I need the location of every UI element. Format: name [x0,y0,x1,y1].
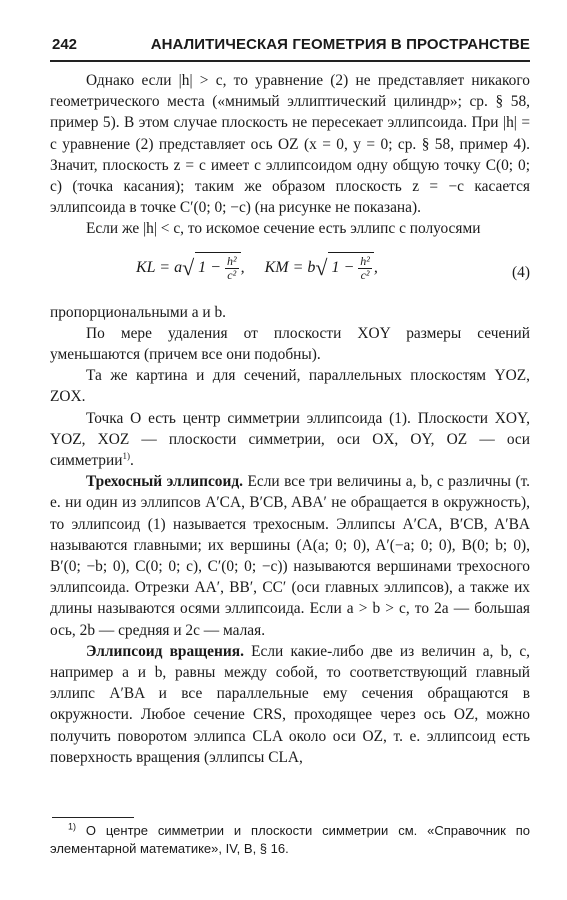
paragraph-imaginary-cylinder: Однако если |h| > c, то уравнение (2) не представляет никакого геометрического места («мнимый эллиптический цилиндр»; ср. § 58, пример 5). В этом случае плоскость не пересекает эллипсоида. При |h| = c уравнение (2) представляет ось OZ (x = 0, y = 0; ср. § 58, пример 4). Значит, плоскость z = c имеет с эллипсоидом одну общую точку C(0; 0; c) (точка касания); таким же образом плоскость z = −c касается эллипсоида в точке C′(0; 0; −c) (на рисунке не показана). [50,72,530,217]
formula-km-denominator: c² [360,267,370,282]
footnote-rule [52,817,134,818]
paragraph-revolution [50,641,530,768]
radical-sign-icon: √ [315,254,328,280]
formula-kl-numerator: h² [226,253,237,268]
formula-separator: , [240,258,245,276]
revolution-heading: Эллипсоид вращения. [86,642,244,660]
formula-km-fraction [358,255,372,282]
revolution-text: Если какие-либо две из величин a, b, c, например a и b, равны между собой, то соответствующий главный эллипс A′BA и все параллельные ему сечения обращаются в окружности. Любое сечение CRS, проходящее через ось OZ, можно получить поворотом эллипса CLA около оси OZ, т. е. эллипсоид есть поверхность вращения (эллипсы CLA, [50,642,530,766]
header-rule [50,60,530,62]
formula-number: (4) [512,263,530,281]
page-number: 242 [52,36,78,53]
paragraph-section-sizes: По мере удаления от плоскости XOY размеры сечений уменьшаются (причем все они подобны). [50,324,530,364]
footnote-paragraph [50,822,530,858]
triaxial-heading: Трехосный эллипсоид. [86,473,244,491]
paragraph-triaxial [50,471,530,641]
footnote-mark: 1) [68,821,77,832]
footnote-reference[interactable]: 1) [122,450,130,461]
paragraph-ellipse-section: Если же |h| < c, то искомое сечение есть эллипс с полуосями [86,220,481,238]
footnote-text: О центре симметрии и плоскости симметрии см. «Справочник по элементарной математике», IV, В, § 16. [50,823,530,856]
formula-end-comma: , [373,258,378,276]
radical-sign-icon: √ [182,254,195,280]
paragraph-proportional: пропорциональными a и b. [50,303,227,321]
formula-km-one-minus: 1 − [331,258,355,276]
footnote [50,822,530,858]
triaxial-text: Если все три величины a, b, c различны (т. е. ни один из эллипсов A′CA, B′CB, ABA′ не обращается в окружность), то эллипсоид (1) называется трехосным. Эллипсы A′CA, B′CB, A′BA называются главными; их вершины (A(a; 0; 0), A′(−a; 0; 0), B(0; b; 0), B′(0; −b; 0), C(0; 0; c), C′(0; 0; −c)) называются вершинами трехосного эллипсоида. Отрезки AA′, BB′, CC′ (оси главных эллипсов), а также их длины называются осями эллипсоида. Если a > b > c, то 2a — большая ось, 2b — средняя и 2c — малая. [50,473,531,639]
formula-km-root [328,252,373,282]
symmetry-text: Точка O есть центр симметрии эллипсоида (1). Плоскости XOY, YOZ, XOZ — плоскости симметрии, оси OX, OY, OZ — оси симметрии [50,409,530,470]
symmetry-period: . [129,452,134,470]
formula-kl-one-minus: 1 − [198,258,221,276]
page-header [52,36,530,58]
formula-kl-root [195,252,240,282]
formula-km-numerator: h² [360,253,370,268]
formula-expression [136,252,378,282]
formula-kl-lhs: KL = a [136,258,183,276]
paragraph-symmetry [50,408,530,472]
paragraph-parallel-planes: Та же картина и для сечений, параллельных плоскостям YOZ, ZOX. [50,367,530,406]
formula-kl-fraction [225,255,239,282]
formula-kl-denominator: c² [227,267,237,282]
formula-km-lhs: KM = b [264,258,316,276]
running-title: АНАЛИТИЧЕСКАЯ ГЕОМЕТРИЯ В ПРОСТРАНСТВЕ [150,36,530,53]
body-text [50,70,530,768]
formula-4 [50,240,530,302]
